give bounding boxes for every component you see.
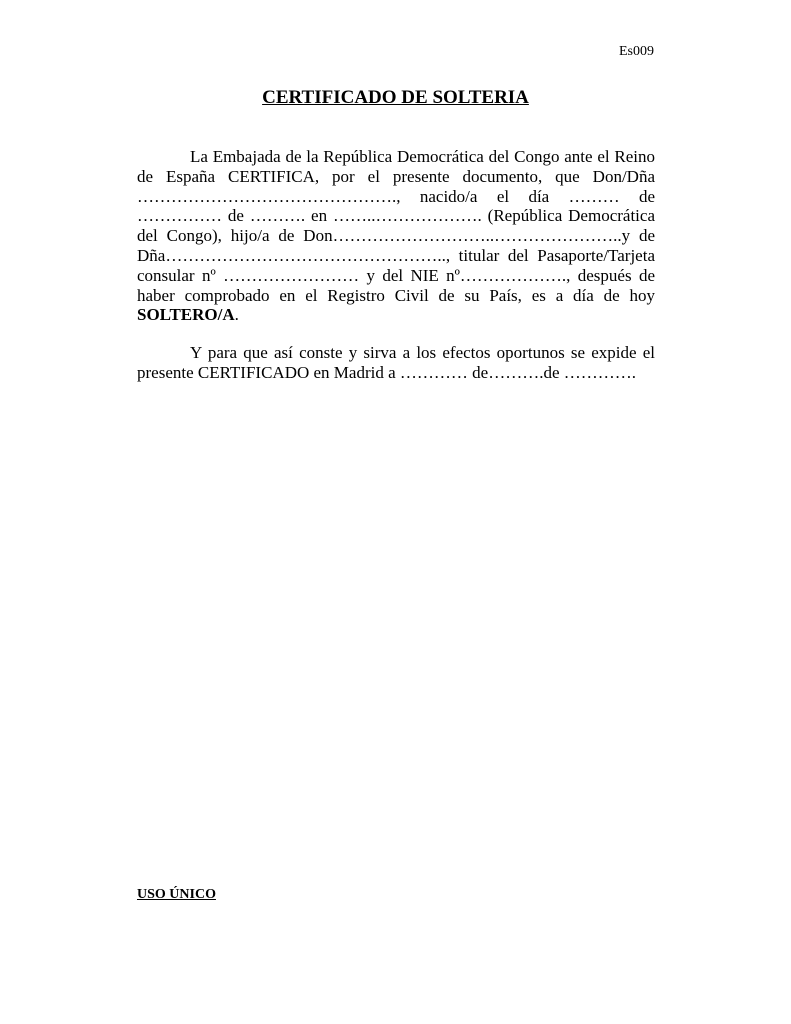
paragraph-line: presente CERTIFICADO en Madrid a ………… de……….de …………. [137, 362, 636, 382]
certificate-paragraph [137, 147, 655, 325]
document-code: Es009 [619, 44, 654, 59]
paragraph-line: Dña………………………………………….., titular del Pasaporte/Tarjeta [137, 245, 655, 265]
paragraph-line: La Embajada de la República Democrática del Congo ante el Reino [190, 147, 655, 166]
document-title: CERTIFICADO DE SOLTERIA [262, 87, 529, 108]
paragraph-line: haber comprobado en el Registro Civil de su País, es a día de hoy [137, 285, 655, 305]
single-use-note: USO ÚNICO [137, 887, 216, 902]
paragraph-line: de España CERTIFICA, por el presente documento, que Don/Dña [137, 166, 655, 186]
paragraph-line: …………… de ………. en ……..………………. (República Democrática [137, 206, 655, 226]
paragraph-final-line [137, 305, 655, 325]
paragraph-line: del Congo), hijo/a de Don………………………..…………………..y de [137, 226, 655, 246]
paragraph-line: consular nº …………………… y del NIE nº………………., después de [137, 265, 655, 285]
paragraph-line: ………………………………………., nacido/a el día ……… de [137, 186, 655, 206]
status-soltero: SOLTERO/A [137, 305, 235, 325]
final-punctuation: . [234, 305, 239, 325]
issuance-paragraph [137, 343, 655, 383]
paragraph-line: Y para que así conste y sirva a los efectos oportunos se expide el [190, 343, 655, 362]
